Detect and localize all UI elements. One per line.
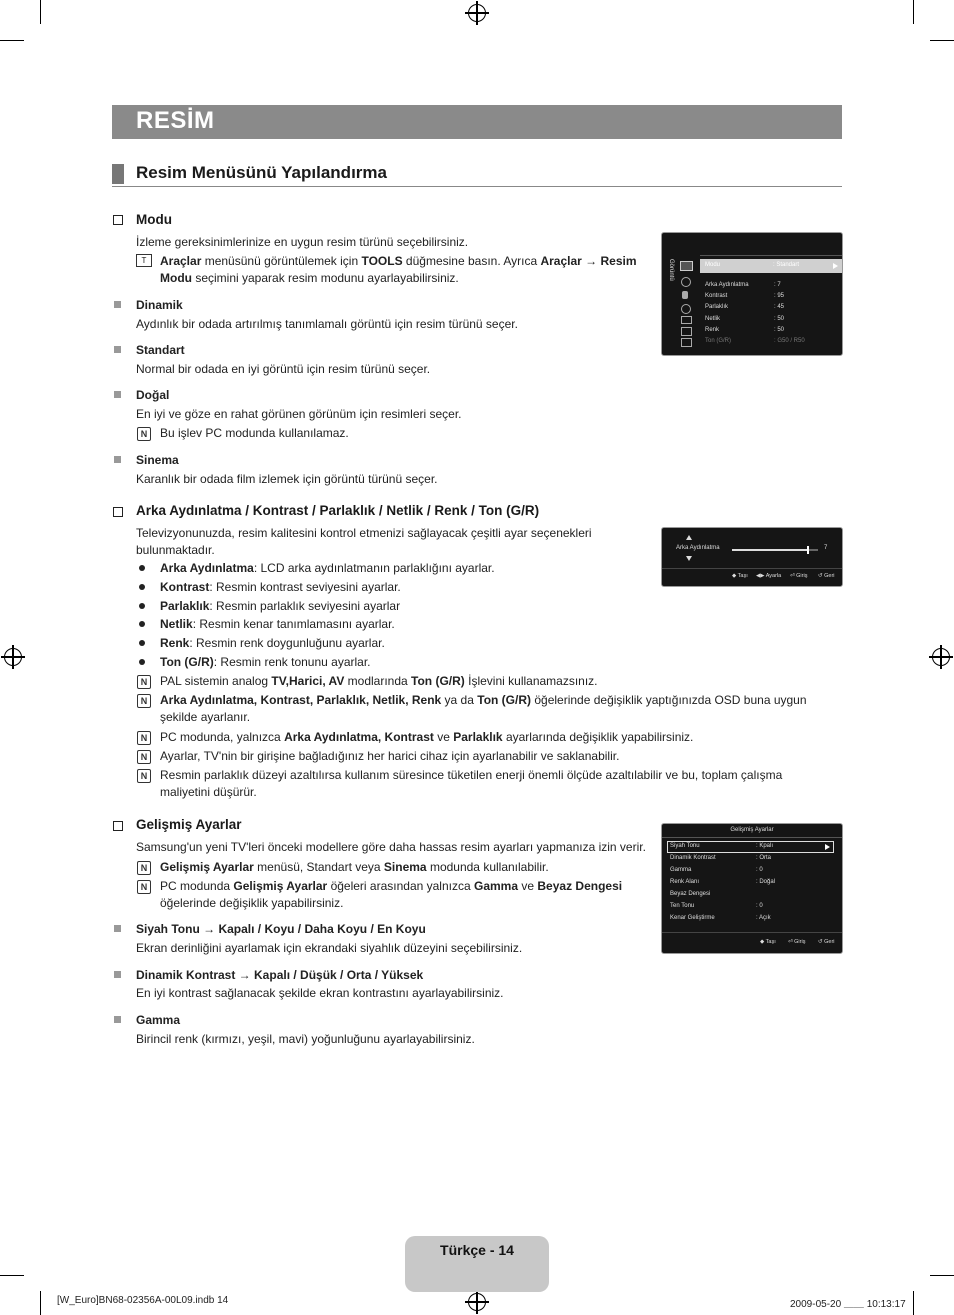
bullet-item: Kontrast: Resmin kontrast seviyesini ayarlar. [160,580,401,594]
bullet-square-icon [114,971,121,978]
checkbox-icon [113,507,123,517]
section-marker [112,164,124,184]
help-enter: ⏎ Giriş [790,573,808,579]
osd-row-label: Dinamik Kontrast [670,855,716,861]
arka-intro-2: bulunmaktadır. [136,543,215,557]
help-enter: ⏎ Giriş [788,939,806,945]
osd-divider [662,932,842,933]
osd-side-label: Görüntü [668,259,674,281]
mode-sinema-name: Sinema [136,453,179,467]
osd-row-label: Ton (G/R) [705,338,732,344]
osd-row-label: Ten Tonu [670,903,695,909]
note-icon: N [137,750,151,764]
arka-note-4: Ayarlar, TV'nin bir girişine bağladığınız her harici cihaz için ayarlanabilir ve saklanabilir. [160,749,620,763]
osd-divider [700,255,842,256]
osd-row-value: : G50 / R50 [774,338,805,344]
bullet-dot-icon [139,603,145,609]
osd-row-value: : 50 [774,327,785,333]
osd-advanced-title: Gelişmiş Ayarlar [730,827,774,833]
checkbox-icon [113,821,123,831]
bullet-square-icon [114,456,121,463]
note-icon: N [137,694,151,708]
osd-row-label: Gamma [670,867,692,873]
arrow-right-icon [833,263,838,269]
arka-note-2-cont: şekilde ayarlanır. [160,710,251,724]
osd-row-label: Parlaklık [705,304,729,310]
crop-mark [913,0,914,24]
bullet-item: Netlik: Resmin kenar tanımlamasını ayarlar. [160,617,395,631]
slider-value: 7 [824,545,828,551]
bullet-dot-icon [139,584,145,590]
bullet-square-icon [114,301,121,308]
tools-line-1: Araçlar menüsünü görüntülemek için TOOLS düğmesine basın. Ayrıca Araçlar → Resim [160,254,637,268]
crop-mark [40,1291,41,1315]
modu-heading: Modu [136,212,172,227]
help-move: ◆ Taşı [760,939,776,945]
osd-row-value: : Kpalı [756,843,774,849]
note-icon: N [137,769,151,783]
bullet-dot-icon [139,621,145,627]
bullet-item: Arka Aydınlatma: LCD arka aydınlatmanın parlaklığını ayarlar. [160,561,495,575]
osd-divider [662,568,842,569]
osd-row-value: : 7 [774,282,781,288]
mode-standart-desc: Normal bir odada en iyi görüntü için resim türünü seçer. [136,362,431,376]
osd-selected-value: : Standart [773,262,800,268]
osd-row-label: Netlik [705,316,721,322]
note-icon: N [137,675,151,689]
adv-dinamik-name: Dinamik Kontrast → Kapalı / Düşük / Orta / Yüksek [136,968,424,982]
osd-row-label: Siyah Tonu [670,843,700,849]
slider-track [732,549,818,551]
crop-mark [930,1275,954,1276]
slider-thumb [807,546,809,554]
arka-note-5: Resmin parlaklık düzeyi azaltılırsa kullanım süresince tüketilen enerji önemli ölçüde azaltılabilir ve bu, toplam çalışma [160,768,783,782]
tools-icon: T [136,254,152,267]
mode-dogal-note: Bu işlev PC modunda kullanılamaz. [160,426,349,440]
support-icon [681,338,692,347]
osd-row-value: : 50 [774,316,785,322]
checkbox-icon [113,215,123,225]
help-return: ↺ Geri [818,573,835,579]
bullet-dot-icon [139,640,145,646]
crop-mark [930,40,954,41]
page-title: RESİM [136,107,215,134]
mode-dogal-desc: En iyi ve göze en rahat görünen görünüm için resimleri seçer. [136,407,462,421]
bullet-item: Parlaklık: Resmin parlaklık seviyesini ayarlar [160,599,401,613]
mode-sinema-desc: Karanlık bir odada film izlemek için görüntü türünü seçer. [136,472,438,486]
slider-fill [732,549,808,551]
registration-mark-icon [4,648,22,666]
section-title: Resim Menüsünü Yapılandırma [136,163,387,182]
osd-selected-row [700,259,842,273]
help-adjust: ◀▶ Ayarla [756,573,782,579]
osd-row-value: : 0 [756,867,763,873]
osd-row-value: : 0 [756,903,763,909]
arrow-right-icon [825,844,830,850]
mode-dinamik-desc: Aydınlık bir odada artırılmış tanımlamalı görüntü için resim türünü seçer. [136,317,518,331]
slider-label: Arka Aydınlatma [676,545,720,551]
arrow-down-icon [686,556,692,561]
tools-line-2: Modu seçimini yaparak resim modunu ayarlayabilirsiniz. [160,271,459,285]
osd-row-label: Kenar Geliştirme [670,915,715,921]
osd-slider-panel [661,527,843,587]
adv-siyah-desc: Ekran derinliğini ayarlamak için ekrandaki siyahlık düzeyini seçebilirsiniz. [136,941,523,955]
gelismis-note-2-cont: öğelerinde değişiklik yapabilirsiniz. [160,896,344,910]
note-icon: N [137,427,151,441]
bullet-item: Renk: Resmin renk doygunluğunu ayarlar. [160,636,385,650]
mode-standart-name: Standart [136,343,185,357]
gelismis-note-2: PC modunda Gelişmiş Ayarlar öğeleri arasından yalnızca Gamma ve Beyaz Dengesi [160,879,623,893]
arka-note-3: PC modunda, yalnızca Arka Aydınlatma, Kontrast ve Parlaklık ayarlarında değişiklik yapabilirsiniz. [160,730,694,744]
note-icon: N [137,861,151,875]
osd-divider [662,837,842,838]
osd-row-value: : 45 [774,304,785,310]
mode-dinamik-name: Dinamik [136,298,183,312]
osd-row-value: : Doğal [756,879,776,885]
adv-siyah-name: Siyah Tonu → Kapalı / Koyu / Daha Koyu / En Koyu [136,922,426,936]
input-icon [681,316,692,324]
osd-row-value: : Açık [756,915,771,921]
arka-note-5-cont: maliyetini düşürür. [160,785,257,799]
registration-mark-icon [468,1293,486,1311]
modu-intro: İzleme gereksinimlerinize en uygun resim türünü seçebilirsiniz. [136,235,469,249]
bullet-dot-icon [139,565,145,571]
bullet-square-icon [114,346,121,353]
bullet-dot-icon [139,659,145,665]
bullet-item: Ton (G/R): Resmin renk tonunu ayarlar. [160,655,371,669]
crop-mark [0,40,24,41]
osd-row-label: Renk [705,327,720,333]
page-number: Türkçe - 14 [440,1242,514,1258]
crop-mark [40,0,41,24]
arka-intro-1: Televizyonunuzda, resim kalitesini kontrol etmenizi sağlayacak çeşitli ayar seçenekleri [136,526,592,540]
arka-note-1: PAL sistemin analog TV,Harici, AV modlarında Ton (G/R) İşlevini kullanamazsınız. [160,674,598,688]
application-icon [681,327,692,336]
mode-dogal-name: Doğal [136,388,170,402]
adv-gamma-name: Gamma [136,1013,181,1027]
osd-row-label: Renk Alanı [670,879,700,885]
gelismis-intro: Samsung'un yeni TV'leri önceki modellere göre daha hassas resim ayarları yapmanıza izin verir. [136,840,646,854]
crop-mark [913,1291,914,1315]
bullet-square-icon [114,1016,121,1023]
setup-icon [681,304,691,314]
gelismis-heading: Gelişmiş Ayarlar [136,817,242,832]
help-move: ◆ Taşı [732,573,748,579]
picture-icon [680,261,693,271]
note-icon: N [137,880,151,894]
osd-row-value: : Orta [756,855,772,861]
page-number-tab [405,1236,549,1292]
adv-gamma-desc: Birincil renk (kırmızı, yeşil, mavi) yoğunluğunu ayarlayabilirsiniz. [136,1032,475,1046]
osd-row-label: Beyaz Dengesi [670,891,711,897]
registration-mark-icon [468,4,486,22]
osd-picture-menu [661,232,843,356]
arka-heading: Arka Aydınlatma / Kontrast / Parlaklık / Netlik / Renk / Ton (G/R) [136,503,540,518]
channel-icon [682,291,688,299]
section-header [112,163,842,187]
bullet-square-icon [114,925,121,932]
osd-advanced-menu [661,823,843,954]
page-title-bar [112,105,842,139]
note-icon: N [137,731,151,745]
adv-dinamik-desc: En iyi kontrast sağlanacak şekilde ekran kontrastını ayarlayabilirsiniz. [136,986,504,1000]
print-file-info: [W_Euro]BN68-02356A-00L09.indb 14 [57,1295,229,1306]
sound-icon [681,277,691,287]
osd-selected-label: Modu [705,262,721,268]
bullet-square-icon [114,391,121,398]
registration-mark-icon [932,648,950,666]
arka-note-2: Arka Aydınlatma, Kontrast, Parlaklık, Netlik, Renk ya da Ton (G/R) öğelerinde değişiklik yaptığınızda OSD buna uygun [160,693,807,707]
osd-row-value: : 95 [774,293,785,299]
gelismis-note-1: Gelişmiş Ayarlar menüsü, Standart veya Sinema modunda kullanılabilir. [160,860,549,874]
crop-mark [0,1275,24,1276]
arrow-up-icon [686,535,692,540]
osd-row-label: Arka Aydınlatma [705,282,749,288]
help-return: ↺ Geri [818,939,835,945]
print-date-info: 2009-05-20 ＿＿ 10:13:17 [790,1299,906,1310]
osd-row-label: Kontrast [705,293,728,299]
